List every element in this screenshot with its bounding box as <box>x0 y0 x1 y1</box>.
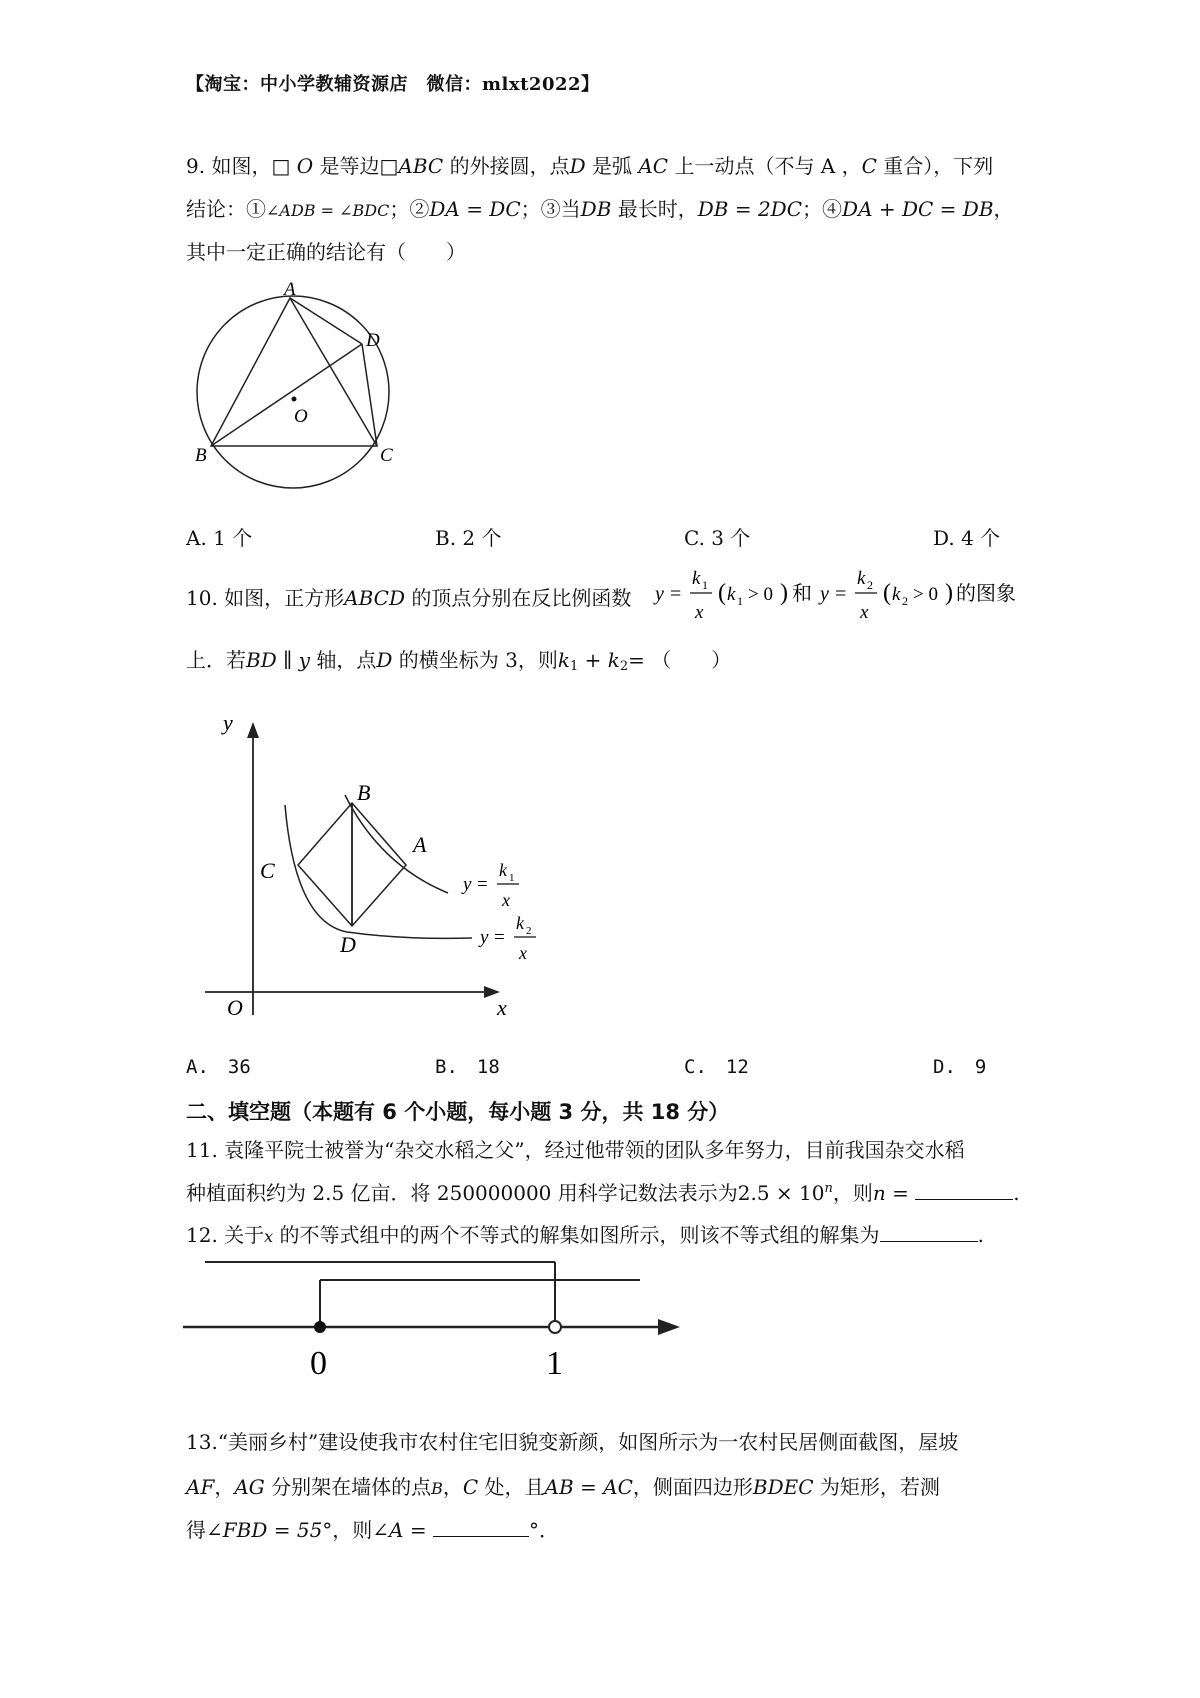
curve-k2 <box>285 805 472 938</box>
y-axis-arrow <box>247 722 259 738</box>
q10-graph-word: 的图象 <box>956 583 1016 605</box>
q9-line-3: 其中一定正确的结论有（ ） <box>186 240 466 264</box>
open-point <box>549 1321 561 1333</box>
label-d: D <box>366 330 380 351</box>
q13-line-2: AF，AG 分别架在墙体的点B，C 处，且AB = AC，侧面四边形BDEC 为矩形，若测 <box>186 1475 940 1499</box>
svg-text:(: ( <box>883 580 891 606</box>
q10-option-c[interactable]: C. 12 <box>684 1056 749 1078</box>
svg-text:y: y <box>655 583 664 605</box>
q10-functions <box>650 562 1060 626</box>
svg-text:k: k <box>499 860 507 880</box>
solid-point <box>314 1321 326 1333</box>
tick-label-1: 1 <box>546 1345 563 1380</box>
svg-text:=: = <box>835 583 847 605</box>
section-title: 二、填空题（本题有 6 个小题，每小题 3 分，共 18 分） <box>186 1100 730 1124</box>
svg-text:2: 2 <box>867 578 873 592</box>
svg-text:=: = <box>494 927 505 948</box>
label-o: O <box>294 406 308 427</box>
label-a: A <box>284 280 296 300</box>
tick-label-0: 0 <box>310 1345 327 1380</box>
segment-bd <box>211 344 362 446</box>
q12-line-1: 12. 关于x 的不等式组中的两个不等式的解集如图所示，则该不等式组的解集为 . <box>186 1223 984 1247</box>
label-b: B <box>357 780 371 805</box>
q10-option-d[interactable]: D. 9 <box>933 1056 987 1078</box>
label-c: C <box>260 858 275 883</box>
q10-line-1: 10. 如图，正方形ABCD 的顶点分别在反比例函数 <box>186 586 632 610</box>
svg-text:1: 1 <box>702 578 708 592</box>
svg-text:> 0: > 0 <box>748 584 773 605</box>
svg-text:k: k <box>516 913 524 933</box>
q10-figure <box>195 700 555 1020</box>
svg-text:1: 1 <box>509 872 515 884</box>
svg-text:x: x <box>519 943 527 963</box>
q12-answer-blank[interactable] <box>880 1223 978 1242</box>
svg-text:=: = <box>477 874 488 895</box>
svg-text:k: k <box>692 568 701 589</box>
q13-line-1: 13.“美丽乡村”建设使我市农村住宅旧貌变新颜，如图所示为一农村民居侧面截图，屋坡 <box>186 1430 959 1454</box>
q12-number-line <box>180 1250 700 1380</box>
q13-answer-blank[interactable] <box>433 1518 529 1537</box>
svg-text:k: k <box>857 568 866 589</box>
circumcircle <box>197 296 389 488</box>
svg-text:> 0: > 0 <box>913 584 938 605</box>
svg-text:x: x <box>695 602 704 623</box>
q10-option-a[interactable]: A. 36 <box>186 1056 251 1078</box>
q10-and: 和 <box>792 583 812 605</box>
svg-text:x: x <box>860 602 869 623</box>
q9-option-a[interactable]: A. 1 个 <box>186 526 253 550</box>
q10-line-2: 上．若BD ∥ y 轴，点D 的横坐标为 3，则$k_1 + k_2=$ （ ） <box>186 648 732 674</box>
svg-text:(: ( <box>718 580 726 606</box>
q9-option-d[interactable]: D. 4 个 <box>933 526 1001 550</box>
center-point <box>292 397 297 402</box>
q11-line-1: 11. 袁隆平院士被誉为“杂交水稻之父”，经过他带领的团队多年努力，目前我国杂交水稻 <box>186 1138 965 1162</box>
segment-dc <box>362 344 377 446</box>
svg-text:2: 2 <box>526 925 532 937</box>
svg-text:=: = <box>670 583 682 605</box>
q9-figure <box>190 280 420 510</box>
q13-line-3: 得∠FBD = 55°，则∠A = °． <box>186 1518 559 1542</box>
svg-text:y: y <box>480 927 489 948</box>
q9-line-2: 结论：①∠ADB = ∠BDC；②DA = DC；③当DB 最长时，DB = 2DC；④DA + DC = DB， <box>186 197 1014 221</box>
q11-line-2: 种植面积约为 2.5 亿亩．将 250000000 用科学记数法表示为$2.5 \times 10^n$，则n = . <box>186 1181 1020 1205</box>
label-x: x <box>497 995 507 1020</box>
curve-k1 <box>345 795 448 893</box>
number-axis-arrow <box>658 1319 680 1335</box>
label-b: B <box>195 445 207 466</box>
q11-answer-blank[interactable] <box>915 1181 1013 1200</box>
svg-text:1: 1 <box>737 594 743 608</box>
q9-line-1: 9. 如图，□ O 是等边□ABC 的外接圆，点D 是弧 AC 上一动点（不与 A ，C 重合），下列 <box>186 154 994 178</box>
label-origin: O <box>227 995 243 1020</box>
label-c: C <box>380 445 393 466</box>
segment-ad <box>290 298 362 344</box>
svg-text:): ) <box>780 580 788 606</box>
q9-option-b[interactable]: B. 2 个 <box>435 526 502 550</box>
svg-text:k: k <box>892 584 901 605</box>
label-y: y <box>223 710 233 735</box>
svg-text:x: x <box>502 890 510 910</box>
q10-option-b[interactable]: B. 18 <box>435 1056 500 1078</box>
svg-text:k: k <box>727 584 736 605</box>
svg-text:): ) <box>945 580 953 606</box>
svg-text:2: 2 <box>902 594 908 608</box>
q9-option-c[interactable]: C. 3 个 <box>684 526 751 550</box>
label-a: A <box>413 832 427 857</box>
label-d: D <box>340 932 356 957</box>
svg-text:y: y <box>463 874 472 895</box>
svg-text:y: y <box>820 583 829 605</box>
page-header: 【淘宝：中小学教辅资源店 微信：mlxt2022】 <box>186 74 600 95</box>
